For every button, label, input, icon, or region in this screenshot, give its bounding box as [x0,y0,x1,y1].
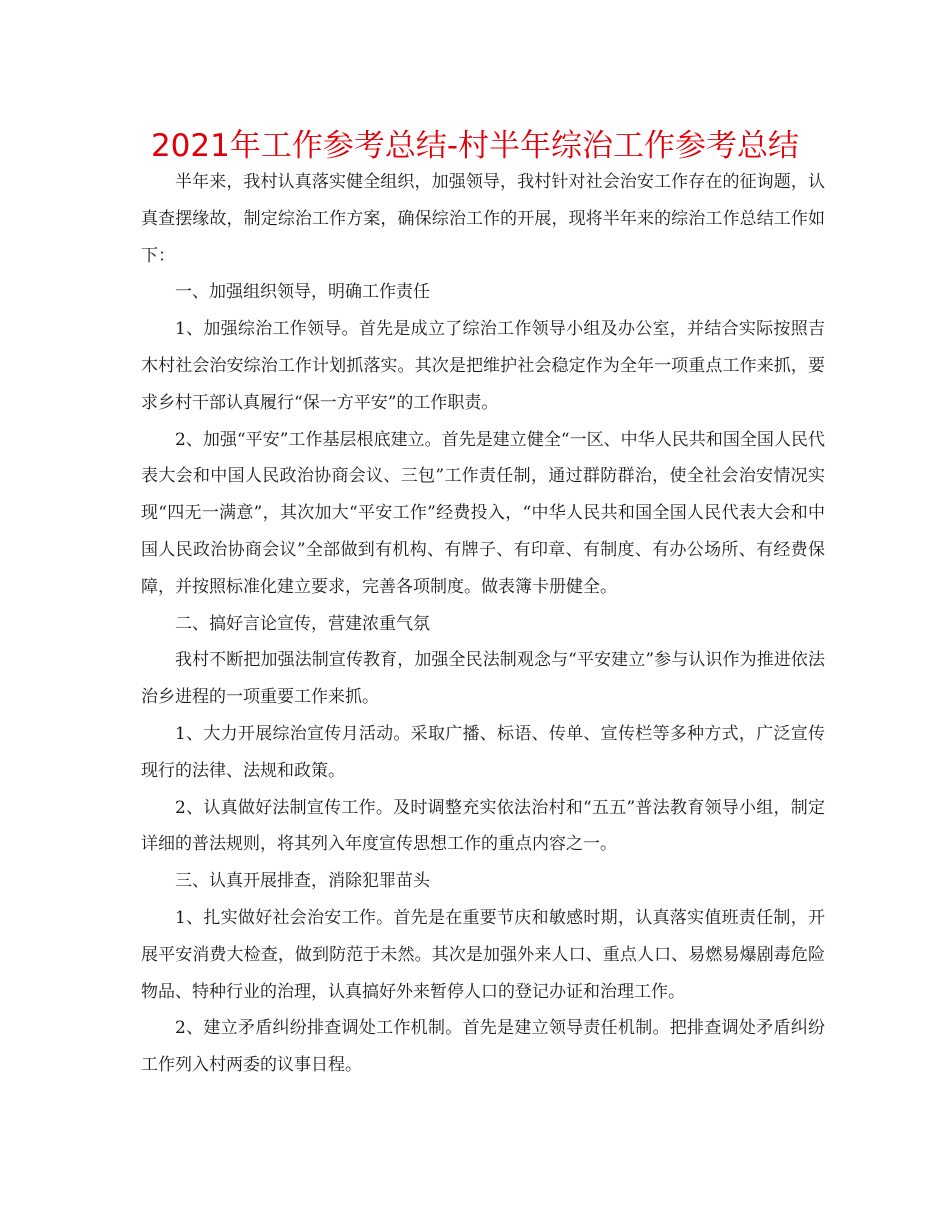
paragraph: 1、加强综治工作领导。首先是成立了综治工作领导小组及办公室，并结合实际按照吉木村社会治安综治工作计划抓落实。其次是把维护社会稳定作为全年一项重点工作来抓，要求乡村干部认真履行“保一方平安”的工作职责。 [141,319,825,413]
paragraph: 1、扎实做好社会治安工作。首先是在重要节庆和敏感时期，认真落实值班责任制，开展平安消费大检查，做到防范于未然。其次是加强外来人口、重点人口、易燃易爆剧毒危险物品、特种行业的治理，认真搞好外来暂停人口的登记办证和治理工作。 [141,907,825,1002]
document-title: 2021年工作参考总结-村半年综治工作参考总结 [150,128,800,164]
section-heading-2: 二、搞好言论宣传，营建浓重气氛 [175,613,430,634]
section-heading-3: 三、认真开展排查，消除犯罪苗头 [175,871,430,892]
paragraph: 我村不断把加强法制宣传教育，加强全民法制观念与“平安建立”参与认识作为推进依法治乡进程的一项重要工作来抓。 [141,650,825,708]
section-heading-1: 一、加强组织领导，明确工作责任 [175,282,430,303]
paragraph: 2、认真做好法制宣传工作。及时调整充实依法治村和“五五”普法教育领导小组，制定详细的普法规则，将其列入年度宣传思想工作的重点内容之一。 [141,797,825,855]
paragraph: 2、建立矛盾纠纷排查调处工作机制。首先是建立领导责任机制。把排查调处矛盾纠纷工作列入村两委的议事日程。 [141,1018,825,1076]
document-body [141,164,825,1084]
paragraph-intro: 半年来，我村认真落实健全组织，加强领导，我村针对社会治安工作存在的征询题，认真查摆缘故，制定综治工作方案，确保综治工作的开展，现将半年来的综治工作总结工作如下： [141,172,825,266]
paragraph: 2、加强“平安”工作基层根底建立。首先是建立健全“一区、中华人民共和国全国人民代表大会和中国人民政治协商会议、三包”工作责任制，通过群防群治，使全社会治安情况实现“四无一满意”，其次加大“平安工作”经费投入，“中华人民共和国全国人民代表大会和中国人民政治协商会议”全部做到有机构、有牌子、有印章、有制度、有办公场所、有经费保障，并按照标准化建立要求，完善各项制度。做表簿卡册健全。 [141,429,825,597]
paragraph: 1、大力开展综治宣传月活动。采取广播、标语、传单、宣传栏等多种方式，广泛宣传现行的法律、法规和政策。 [141,723,825,781]
